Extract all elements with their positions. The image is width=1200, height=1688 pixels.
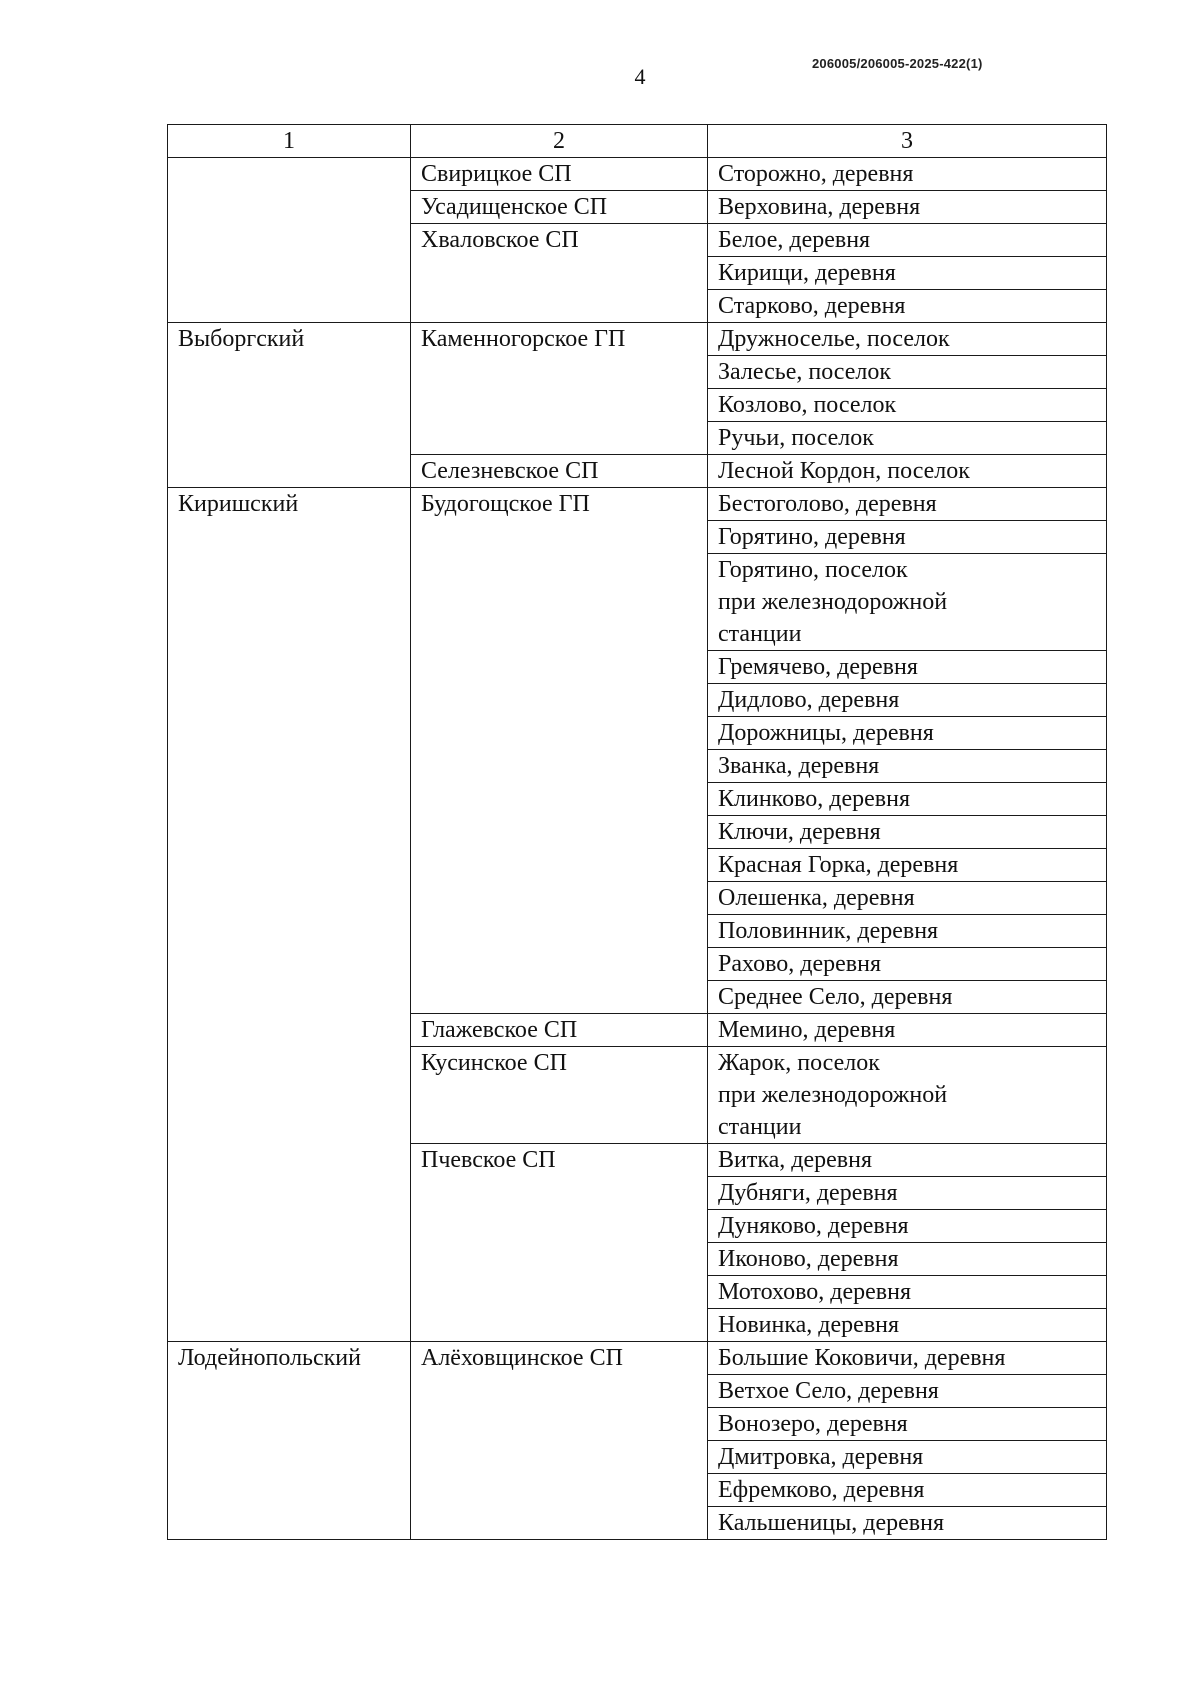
locality-cell: Сторожно, деревня — [708, 158, 1107, 191]
locality-cell: Гремячево, деревня — [708, 651, 1107, 684]
table-header-row — [168, 125, 1107, 158]
table-row — [168, 323, 1107, 356]
locality-cell: Горятино, деревня — [708, 521, 1107, 554]
locality-cell: Верховина, деревня — [708, 191, 1107, 224]
locality-cell: Ефремково, деревня — [708, 1474, 1107, 1507]
locality-cell: Белое, деревня — [708, 224, 1107, 257]
district-cell: Выборгский — [168, 323, 411, 488]
column-header-2: 2 — [411, 125, 708, 158]
locality-cell: Козлово, поселок — [708, 389, 1107, 422]
district-cell: Лодейнопольский — [168, 1342, 411, 1540]
locality-cell: Старково, деревня — [708, 290, 1107, 323]
locality-cell: Кальшеницы, деревня — [708, 1507, 1107, 1540]
settlement-cell: Усадищенское СП — [411, 191, 708, 224]
locality-cell: Дмитровка, деревня — [708, 1441, 1107, 1474]
document-code: 206005/206005-2025-422(1) — [812, 56, 983, 71]
locality-cell: Ключи, деревня — [708, 816, 1107, 849]
locality-cell: Половинник, деревня — [708, 915, 1107, 948]
locality-cell: Дидлово, деревня — [708, 684, 1107, 717]
locality-cell: Дуняково, деревня — [708, 1210, 1107, 1243]
locality-cell: Олешенка, деревня — [708, 882, 1107, 915]
locality-cell: Вонозеро, деревня — [708, 1408, 1107, 1441]
locality-cell: Дорожницы, деревня — [708, 717, 1107, 750]
table-row — [168, 488, 1107, 521]
locality-cell: Званка, деревня — [708, 750, 1107, 783]
settlement-cell: Будогощское ГП — [411, 488, 708, 1014]
locality-cell: Мотохово, деревня — [708, 1276, 1107, 1309]
locality-cell: Иконово, деревня — [708, 1243, 1107, 1276]
locality-cell: Бестоголово, деревня — [708, 488, 1107, 521]
locality-cell: Рахово, деревня — [708, 948, 1107, 981]
settlement-cell: Пчевское СП — [411, 1144, 708, 1342]
column-header-3: 3 — [708, 125, 1107, 158]
settlement-cell: Кусинское СП — [411, 1047, 708, 1144]
settlement-cell: Селезневское СП — [411, 455, 708, 488]
locality-cell: Горятино, поселок при железнодорожной станции — [708, 554, 1107, 651]
locality-cell: Среднее Село, деревня — [708, 981, 1107, 1014]
district-cell — [168, 158, 411, 323]
locality-cell: Залесье, поселок — [708, 356, 1107, 389]
locality-cell: Дружноселье, поселок — [708, 323, 1107, 356]
settlement-cell: Каменногорское ГП — [411, 323, 708, 455]
locality-cell: Новинка, деревня — [708, 1309, 1107, 1342]
locality-cell: Большие Коковичи, деревня — [708, 1342, 1107, 1375]
settlement-cell: Хваловское СП — [411, 224, 708, 323]
locality-cell: Ручьи, поселок — [708, 422, 1107, 455]
locality-cell: Ветхое Село, деревня — [708, 1375, 1107, 1408]
locality-cell: Жарок, поселок при железнодорожной станции — [708, 1047, 1107, 1144]
page-number: 4 — [634, 64, 646, 89]
locality-cell: Лесной Кордон, поселок — [708, 455, 1107, 488]
settlement-cell: Глажевское СП — [411, 1014, 708, 1047]
table-row — [168, 158, 1107, 191]
locality-cell: Красная Горка, деревня — [708, 849, 1107, 882]
locality-cell: Мемино, деревня — [708, 1014, 1107, 1047]
locality-cell: Витка, деревня — [708, 1144, 1107, 1177]
locality-cell: Клинково, деревня — [708, 783, 1107, 816]
locality-cell: Кирищи, деревня — [708, 257, 1107, 290]
table-row — [168, 1342, 1107, 1375]
column-header-1: 1 — [168, 125, 411, 158]
table-body — [168, 125, 1107, 1540]
settlement-cell: Алёховщинское СП — [411, 1342, 708, 1540]
district-cell: Киришский — [168, 488, 411, 1342]
locality-cell: Дубняги, деревня — [708, 1177, 1107, 1210]
settlement-cell: Свирицкое СП — [411, 158, 708, 191]
localities-table — [167, 124, 1107, 1540]
